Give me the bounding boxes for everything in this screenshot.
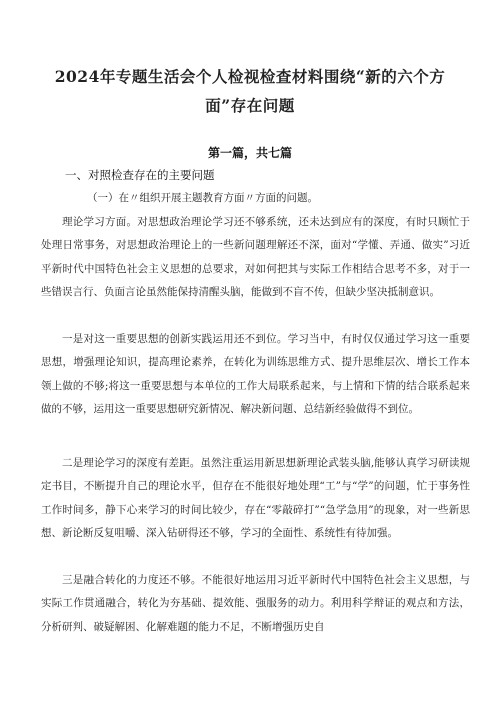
section-heading: 一、对照检查存在的主要问题 xyxy=(65,168,215,182)
document-subtitle: 第一篇，共七篇 xyxy=(207,146,292,160)
paragraph-point-one: 一是对这一重要思想的创新实践运用还不到位。学习当中，有时仅仅通过学习这一重要思想，增强理论知识，提高理论素养，在转化为训练思维方式、提升思维层次、增长工作本领上做的不够;将这一重要思想与本单位的工作大局联系起来，与上情和下情的结合联系起来做的不够，运用这一重要思想研究新情况、解决新问题、总结新经验做得不到位。 xyxy=(41,333,470,416)
paragraph-point-three: 三是融合转化的力度还不够。不能很好地运用习近平新时代中国特色社会主义思想，与实际工作贯通融合，转化为夯基础、提效能、强服务的动力。利用科学辩证的观点和方法，分析研判、破疑解困、化解难题的能力不足，不断增强历史自 xyxy=(41,574,470,633)
paragraph-point-two: 二是理论学习的深度有差距。虽然注重运用新思想新理论武装头脑,能够认真学习研读规定书目，不断提升自己的理论水平，但存在不能很好地处理“工”与“学”的问题，忙于事务性工作时间多，静下心来学习的时间比较少，存在“零敲碎打”“急学急用”的现象，对一些新思想、新论断反复咀嚼、深入钻研得还不够，学习的全面性、系统性有待加强。 xyxy=(41,457,470,540)
document-title: 2024年专题生活会个人检视检查材料围绕“新的六个方面”存在问题 xyxy=(54,67,446,115)
subsection-heading: （一）在〃组织开展主题教育方面〃方面的问题。 xyxy=(87,192,318,204)
paragraph-theory-study: 理论学习方面。对思想政治理论学习还不够系统，还未达到应有的深度，有时只顾忙于处理日常事务，对思想政治理论上的一些新问题理解还不深，面对“学懂、弄通、做实”习近平新时代中国特色社会主义思想的总要求，对如何把其与实际工作相结合思考不多，对于一些错误言行、负面言论虽然能保持清醒头脑，能做到不盲不传，但缺少坚决抵制意识。 xyxy=(41,216,470,299)
